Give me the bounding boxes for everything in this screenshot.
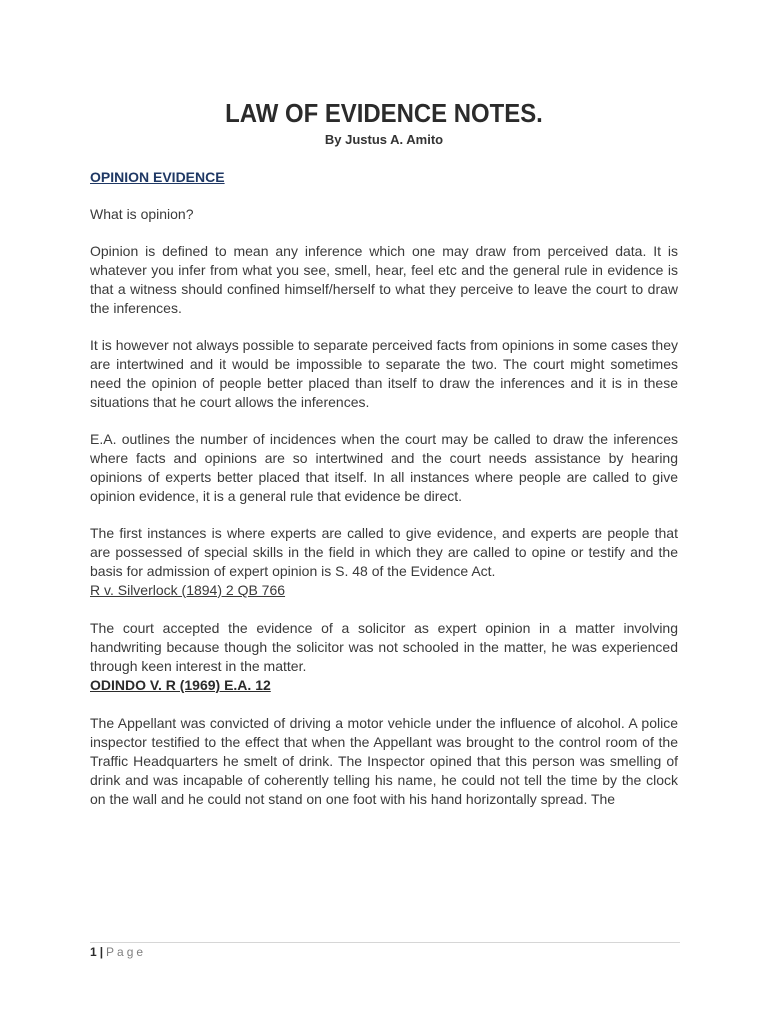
paragraph-silverlock: The court accepted the evidence of a solicitor as expert opinion in a matter involving handwriting because though the solicitor was not schooled in the matter, he was experienced through keen interest in the matter. — [90, 620, 678, 674]
paragraph-separation: It is however not always possible to separate perceived facts from opinions in some cases they are intertwined and it would be impossible to separate the two. The court might sometimes need the opinion of people better placed than itself to draw the inferences and it is in these situations that he court allows the inferences. — [90, 337, 678, 410]
document-title: LAW OF EVIDENCE NOTES. — [225, 98, 543, 128]
page-label: Page — [106, 945, 147, 959]
page-number: 1 — [90, 945, 97, 959]
footer-divider — [90, 942, 680, 943]
page-footer — [90, 944, 146, 960]
case-citation-odindo: ODINDO V. R (1969) E.A. 12 — [90, 677, 271, 693]
document-body — [90, 97, 678, 809]
paragraph-odindo: The Appellant was convicted of driving a motor vehicle under the influence of alcohol. A police inspector testified to the effect that when the Appellant was brought to the control room of the Traffic Headquarters he smelt of drink. The Inspector opined that this person was smelling of drink and was incapable of coherently telling his name, he could not tell the time by the clock on the wall and he could not stand on one foot with his hand horizontally spread. The — [90, 715, 678, 807]
document-author: By Justus A. Amito — [324, 132, 444, 147]
case-citation-silverlock: R v. Silverlock (1894) 2 QB 766 — [90, 582, 286, 598]
paragraph-question: What is opinion? — [90, 206, 194, 222]
paragraph-incidences: E.A. outlines the number of incidences when the court may be called to draw the inferences where facts and opinions are so intertwined and the court needs assistance by hearing opinions of experts better placed that itself. In all instances where people are called to give opinion evidence, it is a general rule that evidence be direct. — [90, 431, 678, 504]
section-heading-opinion-evidence: OPINION EVIDENCE — [90, 169, 225, 185]
paragraph-definition: Opinion is defined to mean any inference which one may draw from perceived data. It is whatever you infer from what you see, smell, hear, feel etc and the general rule in evidence is that a witness should confined himself/herself to what they perceive to leave the court to draw the inferences. — [90, 243, 678, 316]
paragraph-experts: The first instances is where experts are called to give evidence, and experts are people that are possessed of special skills in the field in which they are called to opine or testify and the basis for admission of expert opinion is S. 48 of the Evidence Act. — [90, 525, 678, 579]
page-separator: | — [99, 945, 104, 959]
